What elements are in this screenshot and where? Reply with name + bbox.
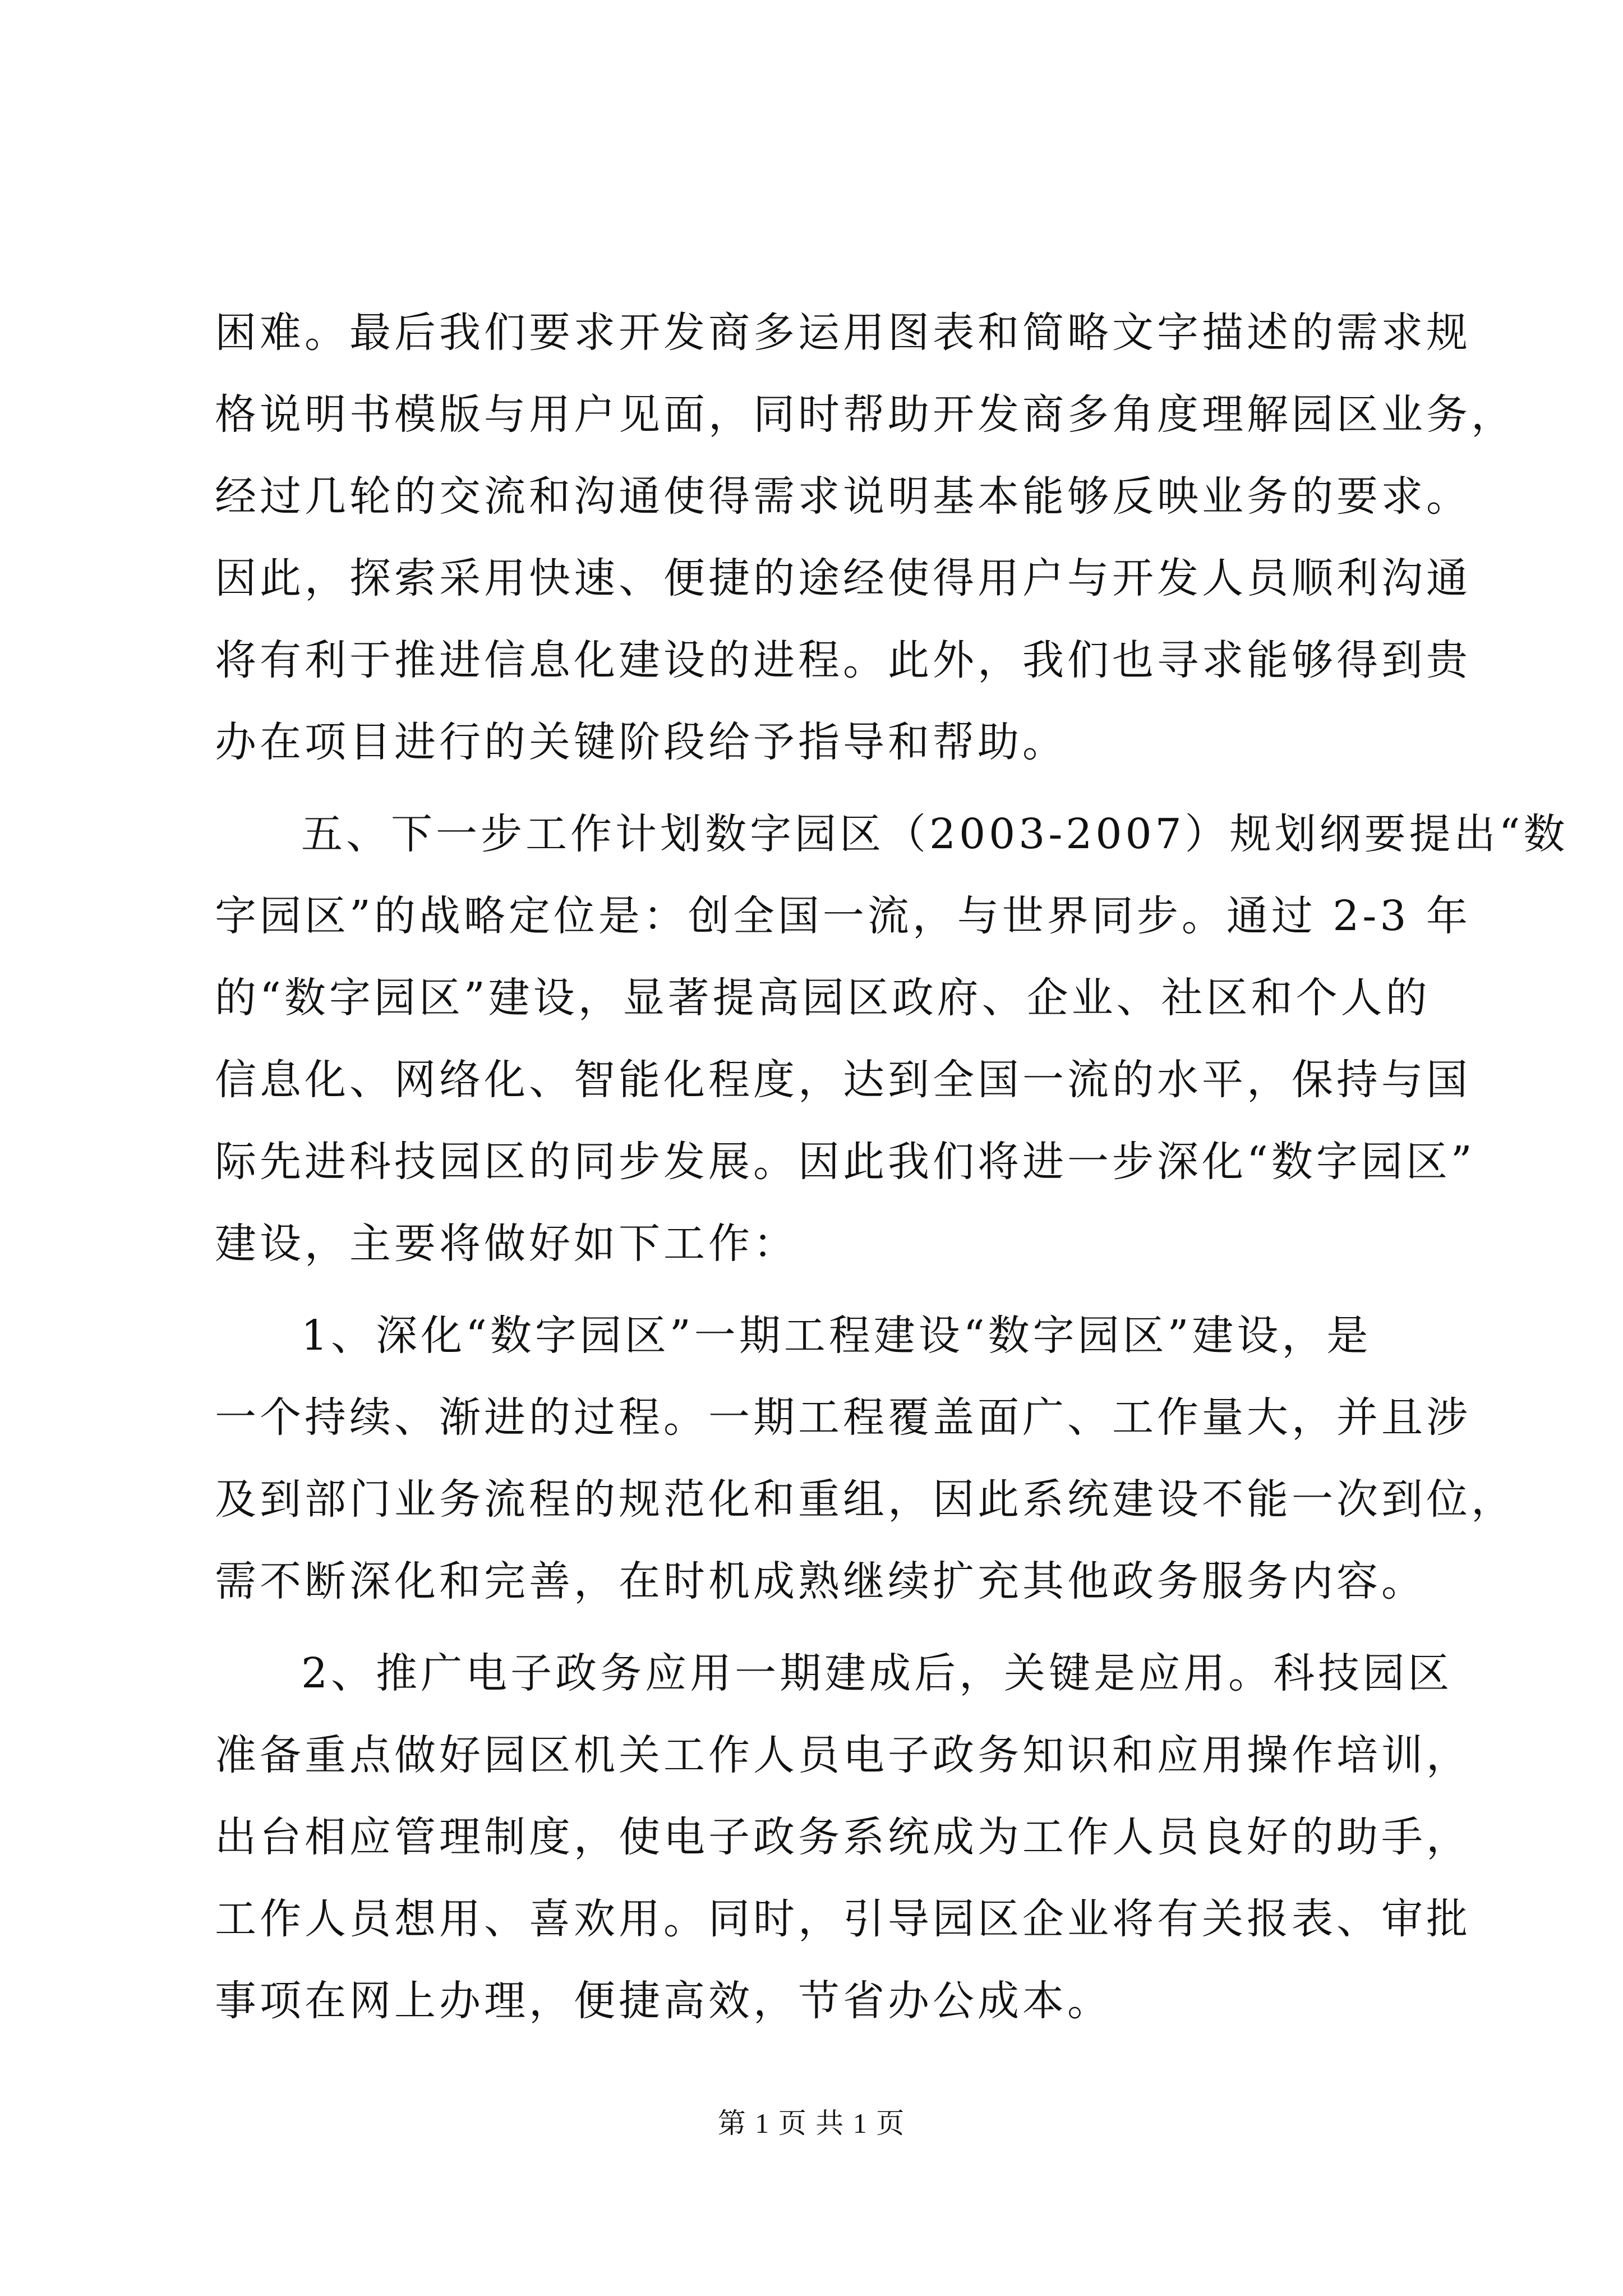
text-line: 事项在网上办理，便捷高效，节省办公成本。 xyxy=(215,1977,1112,2025)
text-line: 经过几轮的交流和沟通使得需求说明基本能够反映业务的要求。 xyxy=(215,472,1471,521)
text-line: 建设，主要将做好如下工作： xyxy=(215,1220,798,1268)
paragraph-item-1 xyxy=(215,1295,1516,1622)
text-line: 1、深化“数字园区”一期工程建设“数字园区”建设，是 xyxy=(301,1312,1372,1360)
page-number-footer: 第 1 页 共 1 页 xyxy=(717,2108,906,2139)
text-line: 需不断深化和完善，在时机成熟继续扩充其他政务服务内容。 xyxy=(215,1557,1426,1605)
text-line: 因此，探索采用快速、便捷的途经使得用户与开发人员顺利沟通 xyxy=(215,554,1471,602)
paragraph-continuation xyxy=(215,292,1516,783)
text-line: 及到部门业务流程的规范化和重组，因此系统建设不能一次到位， xyxy=(215,1475,1516,1524)
document-body xyxy=(215,292,1569,2042)
text-line: 信息化、网络化、智能化程度，达到全国一流的水平，保持与国 xyxy=(215,1056,1471,1104)
text-line: 工作人员想用、喜欢用。同时，引导园区企业将有关报表、审批 xyxy=(215,1895,1471,1943)
text-line: 将有利于推进信息化建设的进程。此外，我们也寻求能够得到贵 xyxy=(215,636,1471,684)
text-line: 的“数字园区”建设，显著提高园区政府、企业、社区和个人的 xyxy=(215,974,1431,1022)
text-line: 际先进科技园区的同步发展。因此我们将进一步深化“数字园区” xyxy=(215,1138,1476,1186)
text-line: 准备重点做好园区机关工作人员电子政务知识和应用操作培训， xyxy=(215,1731,1471,1779)
text-line: 五、下一步工作计划数字园区（2003-2007）规划纲要提出“数 xyxy=(301,810,1569,858)
text-line: 一个持续、渐进的过程。一期工程覆盖面广、工作量大，并且涉 xyxy=(215,1393,1471,1442)
paragraph-next-steps xyxy=(215,793,1569,1285)
paragraph-item-2 xyxy=(215,1632,1471,2042)
text-line: 2、推广电子政务应用一期建成后，关键是应用。科技园区 xyxy=(301,1649,1453,1697)
text-line: 办在项目进行的关键阶段给予指导和帮助。 xyxy=(215,718,1067,766)
text-line: 出台相应管理制度，使电子政务系统成为工作人员良好的助手， xyxy=(215,1813,1471,1861)
text-line: 困难。最后我们要求开发商多运用图表和简略文字描述的需求规 xyxy=(215,309,1471,357)
text-line: 字园区”的战略定位是：创全国一流，与世界同步。通过 2-3 年 xyxy=(215,892,1472,940)
text-line: 格说明书模版与用户见面，同时帮助开发商多角度理解园区业务， xyxy=(215,390,1516,439)
